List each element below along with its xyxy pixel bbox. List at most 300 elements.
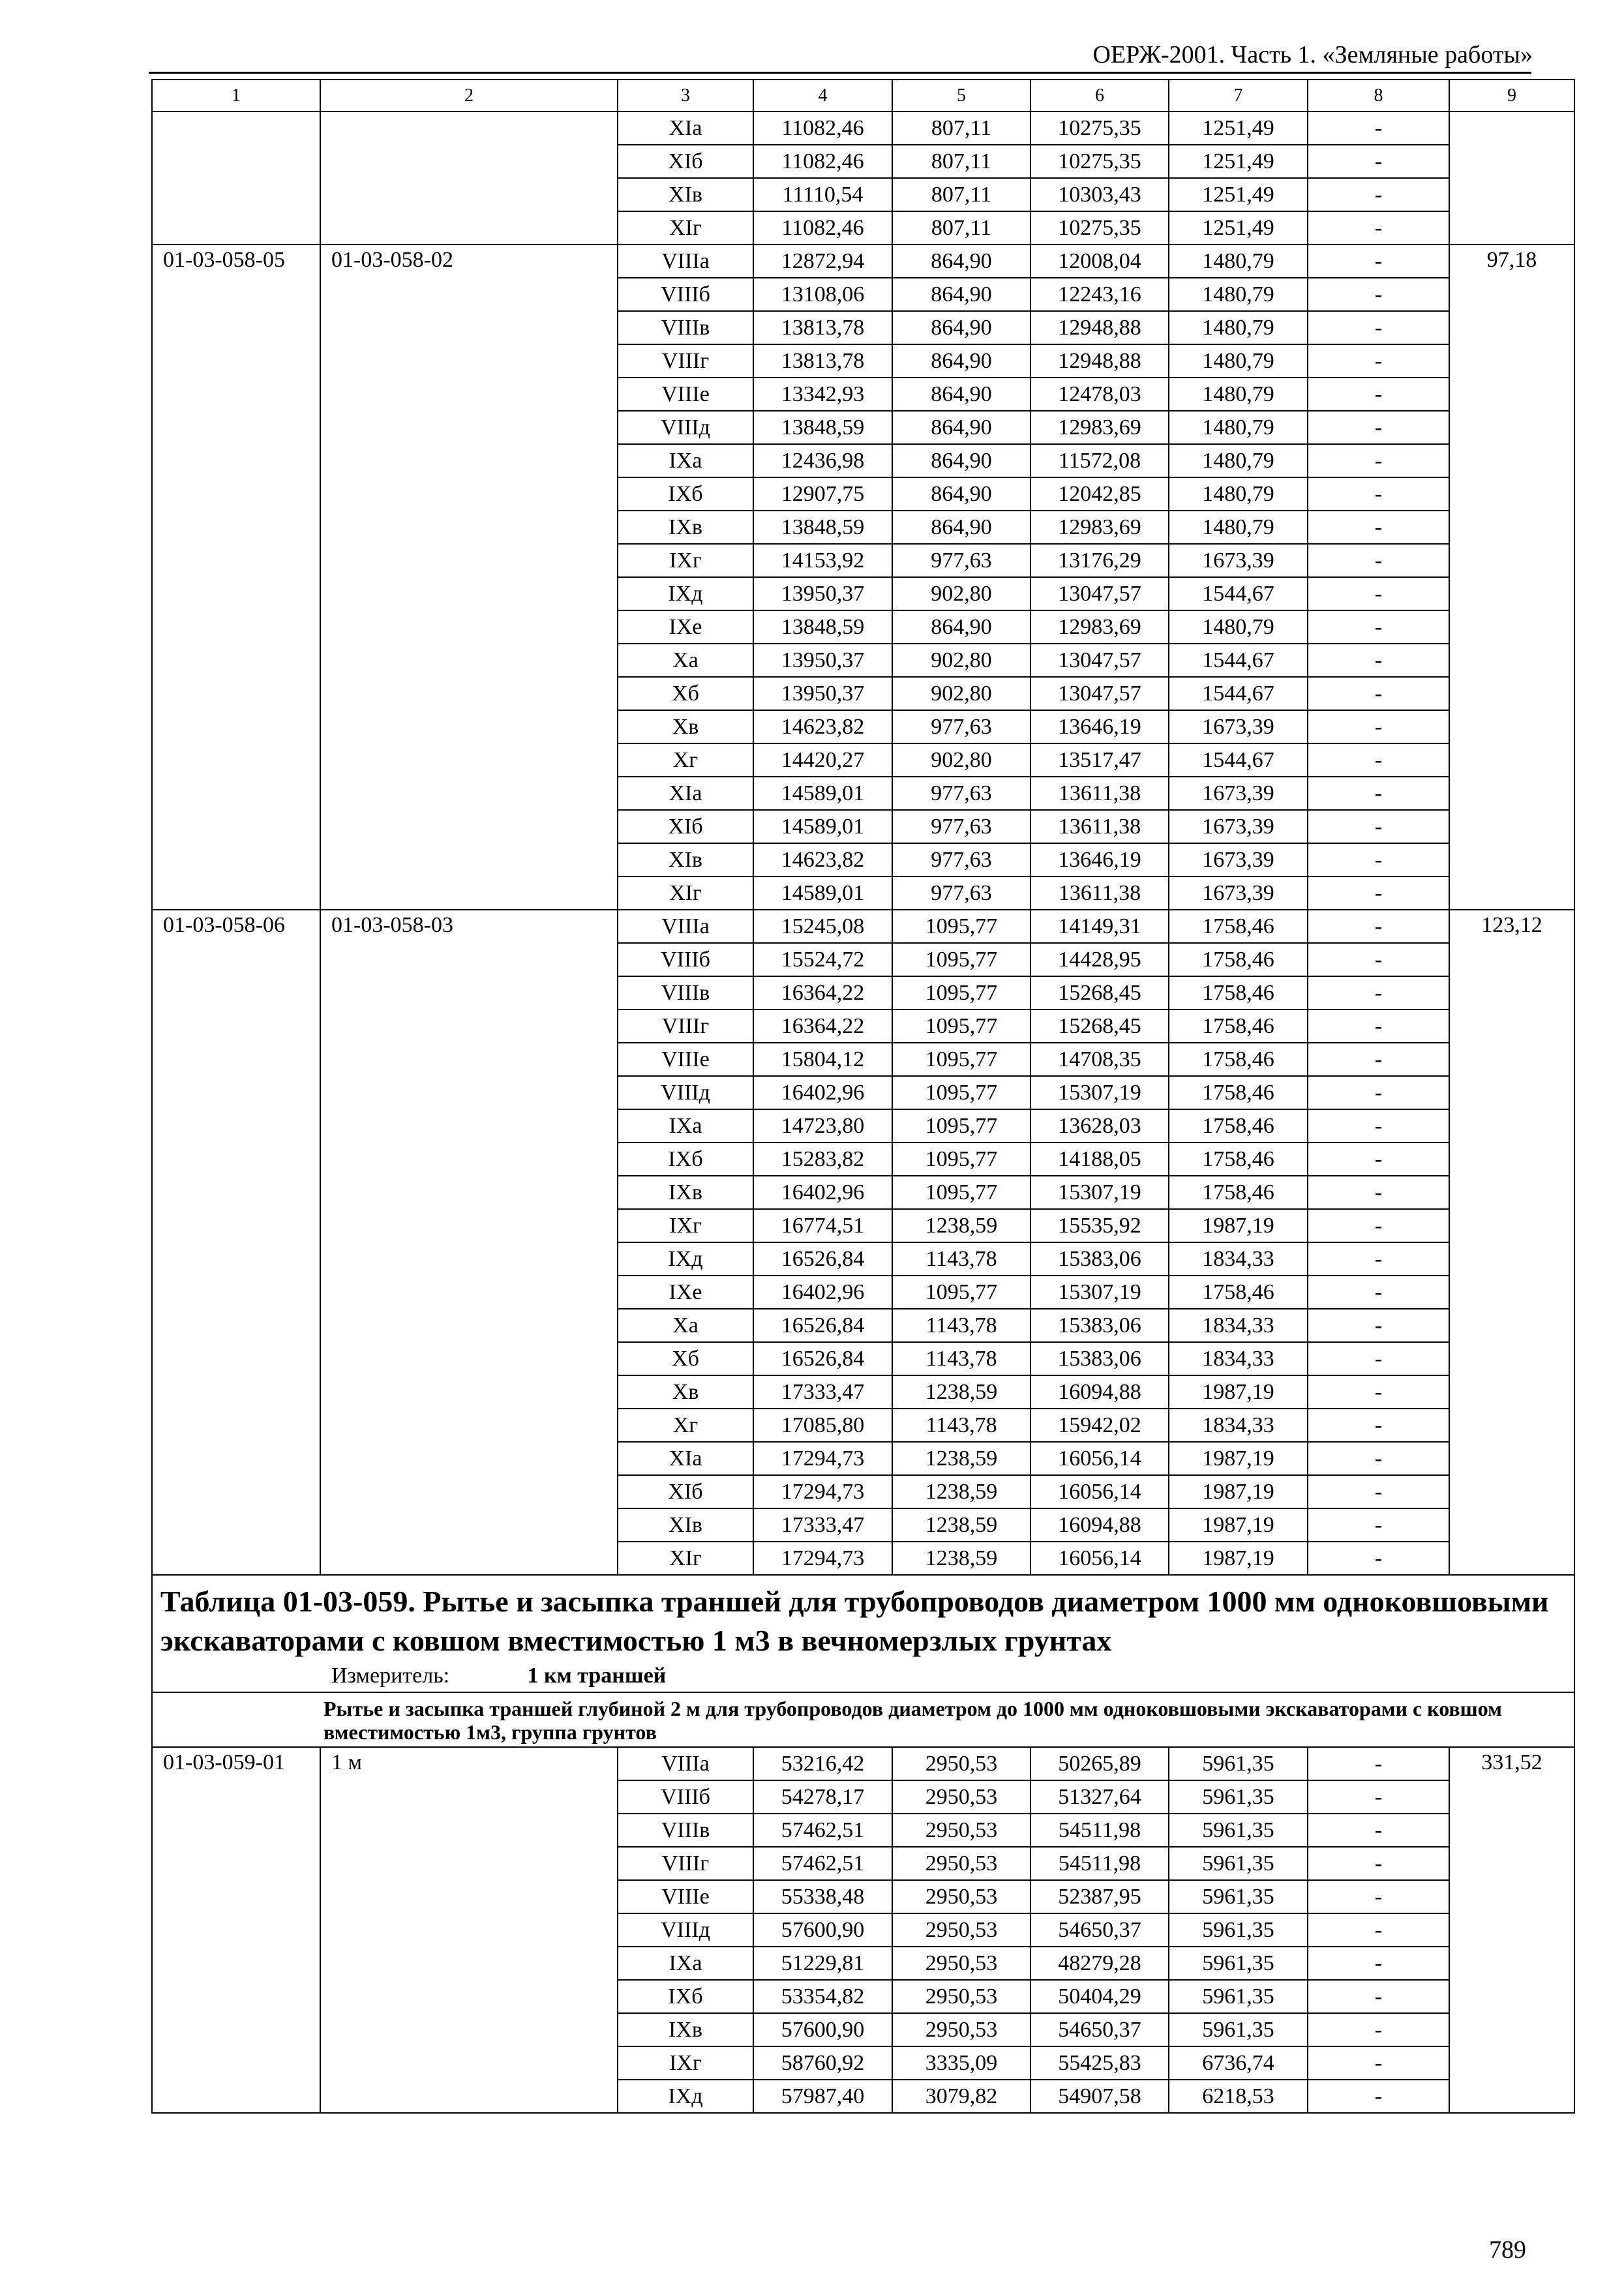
materials-cell: - bbox=[1308, 378, 1449, 411]
machinist-wages-cell: 6736,74 bbox=[1169, 2046, 1308, 2080]
machinist-wages-cell: 1758,46 bbox=[1169, 1276, 1308, 1309]
labor-cost-cell bbox=[1449, 112, 1574, 245]
total-cost-cell: 57462,51 bbox=[753, 1814, 892, 1847]
materials-cell: - bbox=[1308, 2013, 1449, 2046]
machine-cost-cell: 13047,57 bbox=[1030, 577, 1169, 610]
total-cost-cell: 53216,42 bbox=[753, 1747, 892, 1780]
total-cost-cell: 13813,78 bbox=[753, 311, 892, 344]
wages-cell: 2950,53 bbox=[892, 1880, 1030, 1913]
total-cost-cell: 14153,92 bbox=[753, 544, 892, 577]
machine-cost-cell: 54907,58 bbox=[1030, 2080, 1169, 2113]
machine-cost-cell: 50404,29 bbox=[1030, 1980, 1169, 2013]
machine-cost-cell: 13611,38 bbox=[1030, 810, 1169, 843]
machinist-wages-cell: 1544,67 bbox=[1169, 644, 1308, 677]
machinist-wages-cell: 1480,79 bbox=[1169, 278, 1308, 311]
soil-group-cell: VIIIд bbox=[618, 1076, 753, 1109]
total-cost-cell: 15283,82 bbox=[753, 1143, 892, 1176]
table-row bbox=[152, 910, 1574, 943]
materials-cell: - bbox=[1308, 511, 1449, 544]
wages-cell: 977,63 bbox=[892, 843, 1030, 876]
wages-cell: 1095,77 bbox=[892, 976, 1030, 1010]
materials-cell: - bbox=[1308, 777, 1449, 810]
soil-group-cell: IXг bbox=[618, 1209, 753, 1242]
soil-group-cell: IXв bbox=[618, 511, 753, 544]
soil-group-cell: XIб bbox=[618, 145, 753, 178]
machine-cost-cell: 13611,38 bbox=[1030, 876, 1169, 910]
wages-cell: 864,90 bbox=[892, 411, 1030, 444]
machine-cost-cell: 12948,88 bbox=[1030, 344, 1169, 378]
table-row bbox=[152, 245, 1574, 278]
machinist-wages-cell: 1480,79 bbox=[1169, 444, 1308, 477]
total-cost-cell: 14420,27 bbox=[753, 743, 892, 777]
soil-group-cell: Xг bbox=[618, 1409, 753, 1442]
machine-cost-cell: 10303,43 bbox=[1030, 178, 1169, 211]
materials-cell: - bbox=[1308, 145, 1449, 178]
wages-cell: 1095,77 bbox=[892, 943, 1030, 976]
total-cost-cell: 16364,22 bbox=[753, 976, 892, 1010]
machinist-wages-cell: 1544,67 bbox=[1169, 743, 1308, 777]
machine-cost-cell: 15268,45 bbox=[1030, 1010, 1169, 1043]
machine-cost-cell: 12948,88 bbox=[1030, 311, 1169, 344]
machinist-wages-cell: 5961,35 bbox=[1169, 1780, 1308, 1814]
materials-cell: - bbox=[1308, 178, 1449, 211]
total-cost-cell: 55338,48 bbox=[753, 1880, 892, 1913]
total-cost-cell: 15804,12 bbox=[753, 1043, 892, 1076]
table-body-059 bbox=[152, 1747, 1574, 2113]
soil-group-cell: IXа bbox=[618, 444, 753, 477]
table-subheading: Рытье и засыпка траншей глубиной 2 м для трубопроводов диаметром до 1000 мм одноковшовыми экскаваторами с ковшом вместимостью 1м3, группа грунтов bbox=[152, 1692, 1574, 1747]
wages-cell: 864,90 bbox=[892, 444, 1030, 477]
total-cost-cell: 51229,81 bbox=[753, 1947, 892, 1980]
machine-cost-cell: 10275,35 bbox=[1030, 211, 1169, 245]
materials-cell: - bbox=[1308, 810, 1449, 843]
machinist-wages-cell: 1251,49 bbox=[1169, 145, 1308, 178]
total-cost-cell: 14589,01 bbox=[753, 777, 892, 810]
materials-cell: - bbox=[1308, 1242, 1449, 1276]
rate-code-cell: 01-03-059-01 bbox=[152, 1747, 320, 2113]
wages-cell: 864,90 bbox=[892, 610, 1030, 644]
machine-cost-cell: 13611,38 bbox=[1030, 777, 1169, 810]
soil-group-cell: VIIIб bbox=[618, 1780, 753, 1814]
total-cost-cell: 11082,46 bbox=[753, 112, 892, 145]
soil-group-cell: VIIIб bbox=[618, 943, 753, 976]
materials-cell: - bbox=[1308, 211, 1449, 245]
machine-cost-cell: 12042,85 bbox=[1030, 477, 1169, 511]
wages-cell: 1143,78 bbox=[892, 1342, 1030, 1375]
soil-group-cell: Xв bbox=[618, 1375, 753, 1409]
total-cost-cell: 15524,72 bbox=[753, 943, 892, 976]
wages-cell: 1238,59 bbox=[892, 1542, 1030, 1575]
total-cost-cell: 12872,94 bbox=[753, 245, 892, 278]
materials-cell: - bbox=[1308, 876, 1449, 910]
machinist-wages-cell: 1544,67 bbox=[1169, 577, 1308, 610]
soil-group-cell: XIб bbox=[618, 1475, 753, 1508]
total-cost-cell: 13848,59 bbox=[753, 610, 892, 644]
wages-cell: 977,63 bbox=[892, 544, 1030, 577]
machine-cost-cell: 16056,14 bbox=[1030, 1542, 1169, 1575]
total-cost-cell: 13108,06 bbox=[753, 278, 892, 311]
wages-cell: 1095,77 bbox=[892, 1176, 1030, 1209]
materials-cell: - bbox=[1308, 1442, 1449, 1475]
machine-cost-cell: 13646,19 bbox=[1030, 843, 1169, 876]
materials-cell: - bbox=[1308, 278, 1449, 311]
machinist-wages-cell: 1673,39 bbox=[1169, 843, 1308, 876]
total-cost-cell: 53354,82 bbox=[753, 1980, 892, 2013]
wages-cell: 1095,77 bbox=[892, 1010, 1030, 1043]
materials-cell: - bbox=[1308, 710, 1449, 743]
wages-cell: 977,63 bbox=[892, 810, 1030, 843]
materials-cell: - bbox=[1308, 644, 1449, 677]
total-cost-cell: 13848,59 bbox=[753, 511, 892, 544]
materials-cell: - bbox=[1308, 1076, 1449, 1109]
reference-cell: 01-03-058-03 bbox=[320, 910, 618, 1575]
total-cost-cell: 54278,17 bbox=[753, 1780, 892, 1814]
wages-cell: 1143,78 bbox=[892, 1409, 1030, 1442]
machinist-wages-cell: 1834,33 bbox=[1169, 1242, 1308, 1276]
total-cost-cell: 57987,40 bbox=[753, 2080, 892, 2113]
soil-group-cell: Xв bbox=[618, 710, 753, 743]
materials-cell: - bbox=[1308, 1780, 1449, 1814]
machinist-wages-cell: 1987,19 bbox=[1169, 1209, 1308, 1242]
machinist-wages-cell: 1758,46 bbox=[1169, 976, 1308, 1010]
machine-cost-cell: 54511,98 bbox=[1030, 1847, 1169, 1880]
wages-cell: 1095,77 bbox=[892, 910, 1030, 943]
wages-cell: 864,90 bbox=[892, 344, 1030, 378]
machine-cost-cell: 15942,02 bbox=[1030, 1409, 1169, 1442]
column-number: 1 bbox=[152, 80, 320, 112]
machinist-wages-cell: 1480,79 bbox=[1169, 511, 1308, 544]
total-cost-cell: 13813,78 bbox=[753, 344, 892, 378]
materials-cell: - bbox=[1308, 344, 1449, 378]
soil-group-cell: IXа bbox=[618, 1109, 753, 1143]
rate-code-cell bbox=[152, 112, 320, 245]
materials-cell: - bbox=[1308, 743, 1449, 777]
total-cost-cell: 14623,82 bbox=[753, 710, 892, 743]
total-cost-cell: 14589,01 bbox=[753, 876, 892, 910]
machinist-wages-cell: 1673,39 bbox=[1169, 876, 1308, 910]
machine-cost-cell: 16056,14 bbox=[1030, 1475, 1169, 1508]
machinist-wages-cell: 1987,19 bbox=[1169, 1475, 1308, 1508]
machine-cost-cell: 15268,45 bbox=[1030, 976, 1169, 1010]
soil-group-cell: XIа bbox=[618, 112, 753, 145]
materials-cell: - bbox=[1308, 1109, 1449, 1143]
soil-group-cell: VIIIд bbox=[618, 1913, 753, 1947]
machinist-wages-cell: 5961,35 bbox=[1169, 1814, 1308, 1847]
soil-group-cell: IXе bbox=[618, 610, 753, 644]
machinist-wages-cell: 1758,46 bbox=[1169, 943, 1308, 976]
total-cost-cell: 14589,01 bbox=[753, 810, 892, 843]
materials-cell: - bbox=[1308, 411, 1449, 444]
soil-group-cell: VIIIг bbox=[618, 344, 753, 378]
rates-table bbox=[151, 79, 1575, 2114]
wages-cell: 1238,59 bbox=[892, 1475, 1030, 1508]
total-cost-cell: 57462,51 bbox=[753, 1847, 892, 1880]
soil-group-cell: VIIIа bbox=[618, 1747, 753, 1780]
machinist-wages-cell: 1480,79 bbox=[1169, 378, 1308, 411]
machine-cost-cell: 15383,06 bbox=[1030, 1342, 1169, 1375]
wages-cell: 1095,77 bbox=[892, 1043, 1030, 1076]
wages-cell: 2950,53 bbox=[892, 2013, 1030, 2046]
wages-cell: 977,63 bbox=[892, 876, 1030, 910]
machine-cost-cell: 15307,19 bbox=[1030, 1076, 1169, 1109]
soil-group-cell: VIIIг bbox=[618, 1847, 753, 1880]
machine-cost-cell: 14428,95 bbox=[1030, 943, 1169, 976]
wages-cell: 1095,77 bbox=[892, 1143, 1030, 1176]
machinist-wages-cell: 1987,19 bbox=[1169, 1508, 1308, 1542]
reference-cell: 1 м bbox=[320, 1747, 618, 2113]
machine-cost-cell: 11572,08 bbox=[1030, 444, 1169, 477]
machine-cost-cell: 13176,29 bbox=[1030, 544, 1169, 577]
rate-code-cell: 01-03-058-06 bbox=[152, 910, 320, 1575]
machine-cost-cell: 15383,06 bbox=[1030, 1309, 1169, 1342]
machinist-wages-cell: 1758,46 bbox=[1169, 1076, 1308, 1109]
rate-code-cell: 01-03-058-05 bbox=[152, 245, 320, 910]
materials-cell: - bbox=[1308, 245, 1449, 278]
materials-cell: - bbox=[1308, 976, 1449, 1010]
total-cost-cell: 13950,37 bbox=[753, 644, 892, 677]
machinist-wages-cell: 5961,35 bbox=[1169, 1947, 1308, 1980]
materials-cell: - bbox=[1308, 1342, 1449, 1375]
total-cost-cell: 17294,73 bbox=[753, 1442, 892, 1475]
total-cost-cell: 16774,51 bbox=[753, 1209, 892, 1242]
materials-cell: - bbox=[1308, 1508, 1449, 1542]
total-cost-cell: 16402,96 bbox=[753, 1176, 892, 1209]
table-title: Таблица 01-03-059. Рытье и засыпка траншей для трубопроводов диаметром 1000 мм одноковшовыми экскаваторами с ковшом вместимостью 1 м3 в вечномерзлых грунтах bbox=[160, 1585, 1549, 1657]
soil-group-cell: VIIIе bbox=[618, 1043, 753, 1076]
wages-cell: 1143,78 bbox=[892, 1309, 1030, 1342]
soil-group-cell: VIIIе bbox=[618, 378, 753, 411]
soil-group-cell: Xг bbox=[618, 743, 753, 777]
soil-group-cell: IXд bbox=[618, 2080, 753, 2113]
wages-cell: 1095,77 bbox=[892, 1276, 1030, 1309]
machine-cost-cell: 12983,69 bbox=[1030, 610, 1169, 644]
soil-group-cell: VIIIг bbox=[618, 1010, 753, 1043]
total-cost-cell: 13950,37 bbox=[753, 677, 892, 710]
machinist-wages-cell: 1758,46 bbox=[1169, 1109, 1308, 1143]
wages-cell: 902,80 bbox=[892, 644, 1030, 677]
soil-group-cell: VIIIв bbox=[618, 976, 753, 1010]
wages-cell: 902,80 bbox=[892, 743, 1030, 777]
total-cost-cell: 11110,54 bbox=[753, 178, 892, 211]
table-059-heading bbox=[152, 1575, 1574, 1747]
wages-cell: 2950,53 bbox=[892, 1814, 1030, 1847]
machinist-wages-cell: 1544,67 bbox=[1169, 677, 1308, 710]
soil-group-cell: VIIIв bbox=[618, 1814, 753, 1847]
materials-cell: - bbox=[1308, 1375, 1449, 1409]
soil-group-cell: VIIIб bbox=[618, 278, 753, 311]
machine-cost-cell: 15307,19 bbox=[1030, 1276, 1169, 1309]
total-cost-cell: 17294,73 bbox=[753, 1475, 892, 1508]
total-cost-cell: 16526,84 bbox=[753, 1342, 892, 1375]
materials-cell: - bbox=[1308, 1043, 1449, 1076]
machine-cost-cell: 12008,04 bbox=[1030, 245, 1169, 278]
total-cost-cell: 16402,96 bbox=[753, 1276, 892, 1309]
machinist-wages-cell: 6218,53 bbox=[1169, 2080, 1308, 2113]
soil-group-cell: XIг bbox=[618, 211, 753, 245]
machine-cost-cell: 10275,35 bbox=[1030, 145, 1169, 178]
soil-group-cell: IXа bbox=[618, 1947, 753, 1980]
wages-cell: 2950,53 bbox=[892, 1780, 1030, 1814]
soil-group-cell: XIа bbox=[618, 777, 753, 810]
materials-cell: - bbox=[1308, 1947, 1449, 1980]
table-subheading-row bbox=[152, 1692, 1574, 1747]
table-body-058 bbox=[152, 80, 1574, 1575]
materials-cell: - bbox=[1308, 1542, 1449, 1575]
machine-cost-cell: 12983,69 bbox=[1030, 411, 1169, 444]
column-numbers-row bbox=[152, 80, 1574, 112]
total-cost-cell: 12907,75 bbox=[753, 477, 892, 511]
labor-cost-cell: 97,18 bbox=[1449, 245, 1574, 910]
soil-group-cell: IXв bbox=[618, 1176, 753, 1209]
total-cost-cell: 13342,93 bbox=[753, 378, 892, 411]
machinist-wages-cell: 1480,79 bbox=[1169, 344, 1308, 378]
total-cost-cell: 16526,84 bbox=[753, 1309, 892, 1342]
total-cost-cell: 17333,47 bbox=[753, 1375, 892, 1409]
materials-cell: - bbox=[1308, 2080, 1449, 2113]
soil-group-cell: IXб bbox=[618, 1980, 753, 2013]
machine-cost-cell: 14708,35 bbox=[1030, 1043, 1169, 1076]
wages-cell: 864,90 bbox=[892, 311, 1030, 344]
materials-cell: - bbox=[1308, 1913, 1449, 1947]
machine-cost-cell: 12983,69 bbox=[1030, 511, 1169, 544]
table-row bbox=[152, 112, 1574, 145]
soil-group-cell: VIIIа bbox=[618, 910, 753, 943]
soil-group-cell: Xа bbox=[618, 1309, 753, 1342]
machine-cost-cell: 13628,03 bbox=[1030, 1109, 1169, 1143]
machinist-wages-cell: 1673,39 bbox=[1169, 544, 1308, 577]
soil-group-cell: Xб bbox=[618, 677, 753, 710]
machine-cost-cell: 15307,19 bbox=[1030, 1176, 1169, 1209]
machine-cost-cell: 15535,92 bbox=[1030, 1209, 1169, 1242]
machine-cost-cell: 13047,57 bbox=[1030, 677, 1169, 710]
machine-cost-cell: 16094,88 bbox=[1030, 1508, 1169, 1542]
wages-cell: 977,63 bbox=[892, 710, 1030, 743]
materials-cell: - bbox=[1308, 1847, 1449, 1880]
machine-cost-cell: 54511,98 bbox=[1030, 1814, 1169, 1847]
wages-cell: 902,80 bbox=[892, 677, 1030, 710]
wages-cell: 2950,53 bbox=[892, 1747, 1030, 1780]
machine-cost-cell: 12243,16 bbox=[1030, 278, 1169, 311]
machinist-wages-cell: 1480,79 bbox=[1169, 411, 1308, 444]
machine-cost-cell: 13646,19 bbox=[1030, 710, 1169, 743]
materials-cell: - bbox=[1308, 1747, 1449, 1780]
wages-cell: 864,90 bbox=[892, 378, 1030, 411]
materials-cell: - bbox=[1308, 2046, 1449, 2080]
wages-cell: 3335,09 bbox=[892, 2046, 1030, 2080]
total-cost-cell: 16526,84 bbox=[753, 1242, 892, 1276]
machinist-wages-cell: 1834,33 bbox=[1169, 1342, 1308, 1375]
wages-cell: 807,11 bbox=[892, 145, 1030, 178]
column-number: 4 bbox=[753, 80, 892, 112]
column-number: 6 bbox=[1030, 80, 1169, 112]
machine-cost-cell: 54650,37 bbox=[1030, 2013, 1169, 2046]
soil-group-cell: XIб bbox=[618, 810, 753, 843]
machine-cost-cell: 10275,35 bbox=[1030, 112, 1169, 145]
labor-cost-cell: 123,12 bbox=[1449, 910, 1574, 1575]
soil-group-cell: IXг bbox=[618, 2046, 753, 2080]
materials-cell: - bbox=[1308, 311, 1449, 344]
machinist-wages-cell: 5961,35 bbox=[1169, 1847, 1308, 1880]
column-number: 7 bbox=[1169, 80, 1308, 112]
machinist-wages-cell: 1673,39 bbox=[1169, 777, 1308, 810]
soil-group-cell: VIIIа bbox=[618, 245, 753, 278]
materials-cell: - bbox=[1308, 1980, 1449, 2013]
total-cost-cell: 57600,90 bbox=[753, 1913, 892, 1947]
machinist-wages-cell: 1987,19 bbox=[1169, 1375, 1308, 1409]
machine-cost-cell: 14188,05 bbox=[1030, 1143, 1169, 1176]
wages-cell: 807,11 bbox=[892, 211, 1030, 245]
materials-cell: - bbox=[1308, 112, 1449, 145]
materials-cell: - bbox=[1308, 1209, 1449, 1242]
machinist-wages-cell: 1480,79 bbox=[1169, 477, 1308, 511]
wages-cell: 902,80 bbox=[892, 577, 1030, 610]
materials-cell: - bbox=[1308, 477, 1449, 511]
meter-label: Измеритель: bbox=[331, 1664, 450, 1688]
materials-cell: - bbox=[1308, 610, 1449, 644]
materials-cell: - bbox=[1308, 1176, 1449, 1209]
machinist-wages-cell: 1834,33 bbox=[1169, 1309, 1308, 1342]
wages-cell: 1238,59 bbox=[892, 1442, 1030, 1475]
total-cost-cell: 17085,80 bbox=[753, 1409, 892, 1442]
soil-group-cell: IXд bbox=[618, 1242, 753, 1276]
machine-cost-cell: 51327,64 bbox=[1030, 1780, 1169, 1814]
machinist-wages-cell: 5961,35 bbox=[1169, 1880, 1308, 1913]
machine-cost-cell: 16056,14 bbox=[1030, 1442, 1169, 1475]
materials-cell: - bbox=[1308, 577, 1449, 610]
wages-cell: 864,90 bbox=[892, 245, 1030, 278]
machinist-wages-cell: 1834,33 bbox=[1169, 1409, 1308, 1442]
machinist-wages-cell: 1251,49 bbox=[1169, 211, 1308, 245]
wages-cell: 864,90 bbox=[892, 511, 1030, 544]
wages-cell: 864,90 bbox=[892, 477, 1030, 511]
header-rule bbox=[149, 72, 1531, 74]
wages-cell: 977,63 bbox=[892, 777, 1030, 810]
machinist-wages-cell: 5961,35 bbox=[1169, 1913, 1308, 1947]
soil-group-cell: XIв bbox=[618, 178, 753, 211]
soil-group-cell: XIг bbox=[618, 876, 753, 910]
table-title-row bbox=[152, 1575, 1574, 1692]
table-title-cell bbox=[152, 1575, 1574, 1692]
machinist-wages-cell: 1480,79 bbox=[1169, 245, 1308, 278]
total-cost-cell: 11082,46 bbox=[753, 211, 892, 245]
machine-cost-cell: 50265,89 bbox=[1030, 1747, 1169, 1780]
soil-group-cell: IXд bbox=[618, 577, 753, 610]
machinist-wages-cell: 5961,35 bbox=[1169, 2013, 1308, 2046]
soil-group-cell: VIIIв bbox=[618, 311, 753, 344]
machine-cost-cell: 14149,31 bbox=[1030, 910, 1169, 943]
reference-cell bbox=[320, 112, 618, 245]
labor-cost-cell: 331,52 bbox=[1449, 1747, 1574, 2113]
machine-cost-cell: 13047,57 bbox=[1030, 644, 1169, 677]
total-cost-cell: 17333,47 bbox=[753, 1508, 892, 1542]
soil-group-cell: XIг bbox=[618, 1542, 753, 1575]
soil-group-cell: Xб bbox=[618, 1342, 753, 1375]
column-number: 9 bbox=[1449, 80, 1574, 112]
table-row bbox=[152, 1747, 1574, 1780]
wages-cell: 1095,77 bbox=[892, 1076, 1030, 1109]
machinist-wages-cell: 1673,39 bbox=[1169, 710, 1308, 743]
total-cost-cell: 13848,59 bbox=[753, 411, 892, 444]
table-meter bbox=[160, 1662, 1567, 1690]
wages-cell: 1238,59 bbox=[892, 1209, 1030, 1242]
wages-cell: 1095,77 bbox=[892, 1109, 1030, 1143]
running-header: ОЕРЖ-2001. Часть 1. «Земляные работы» bbox=[1092, 41, 1533, 68]
soil-group-cell: XIа bbox=[618, 1442, 753, 1475]
page-number: 789 bbox=[1489, 2236, 1526, 2264]
machinist-wages-cell: 1987,19 bbox=[1169, 1542, 1308, 1575]
machine-cost-cell: 15383,06 bbox=[1030, 1242, 1169, 1276]
materials-cell: - bbox=[1308, 943, 1449, 976]
